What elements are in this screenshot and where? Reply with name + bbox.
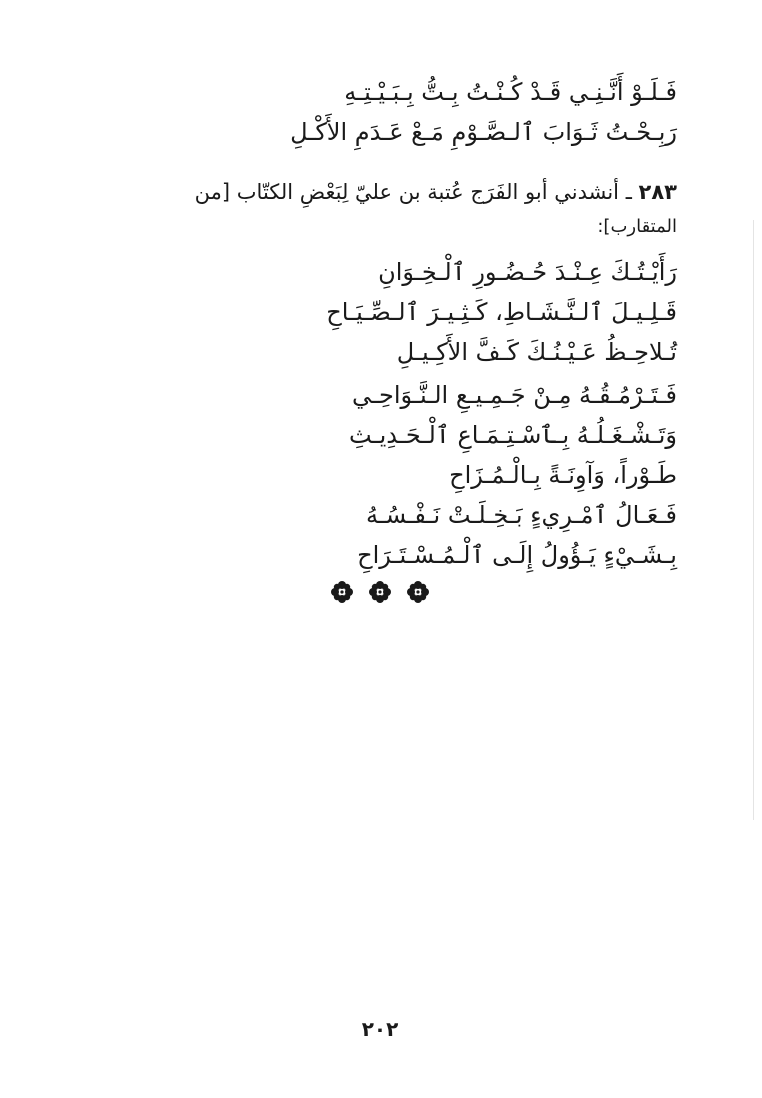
section-heading-text: ـ أنشدني أبو الفَرَج عُتبة بن عليّ لِبَعْضِ الكتّاب [من bbox=[194, 180, 632, 204]
flower-ornament-icon bbox=[406, 580, 430, 604]
poem2-line-7: فَـعَـالُ ٱمْـرِيءٍ بَـخِـلَـتْ نَـفْـسُـهُ bbox=[366, 501, 677, 529]
page-number: ٢٠٢ bbox=[361, 1017, 399, 1041]
poem1-line-1: فَـلَـوْ أَنَّـنِـي قَـدْ كُـنْـتُ بِـتُّ بِـبَـيْـتِـهِ bbox=[344, 78, 677, 106]
flower-ornament-icon bbox=[330, 580, 354, 604]
section-number: ٢٨٣ bbox=[638, 180, 677, 204]
section-heading bbox=[85, 180, 677, 204]
poem2-line-1: رَأَيْـتُـكَ عِـنْـدَ حُـضُـورِ ٱلْـخِـوَانِ bbox=[378, 258, 677, 286]
section-end-ornaments bbox=[330, 580, 430, 604]
section-heading-continuation: المتقارب]: bbox=[597, 216, 677, 237]
poem2-line-8: بِـشَـيْءٍ يَـؤُولُ إِلَـى ٱلْـمُـسْـتَـرَاحِ bbox=[357, 541, 677, 569]
poem2-line-4: فَـتَـرْمُـقُـهُ مِـنْ جَـمِـيـعِ الـنَّـوَاحِـي bbox=[351, 381, 677, 409]
poem1-line-2: رَبِـحْـتُ ثَـوَابَ ٱلـصَّـوْمِ مَـعْ عَـدَمِ الأَكْـلِ bbox=[290, 118, 677, 146]
flower-ornament-icon bbox=[368, 580, 392, 604]
poem2-line-3: تُـلاحِـظُ عَـيْـنُـكَ كَـفَّ الأَكِـيـلِ bbox=[396, 338, 677, 366]
scan-edge-line bbox=[753, 220, 754, 820]
poem2-line-6: طَـوْراً، وَآوِنَـةً بِـالْـمُـزَاحِ bbox=[449, 461, 677, 489]
poem2-line-5: وَتَـشْـغَـلُـهُ بِـٱسْـتِـمَـاعِ ٱلْـحَـدِيـثِ bbox=[349, 421, 677, 449]
poem2-line-2: قَـلِـيـلَ ٱلـنَّـشَـاطِ، كَـثِـيـرَ ٱلـصِّـيَـاحِ bbox=[326, 298, 677, 326]
